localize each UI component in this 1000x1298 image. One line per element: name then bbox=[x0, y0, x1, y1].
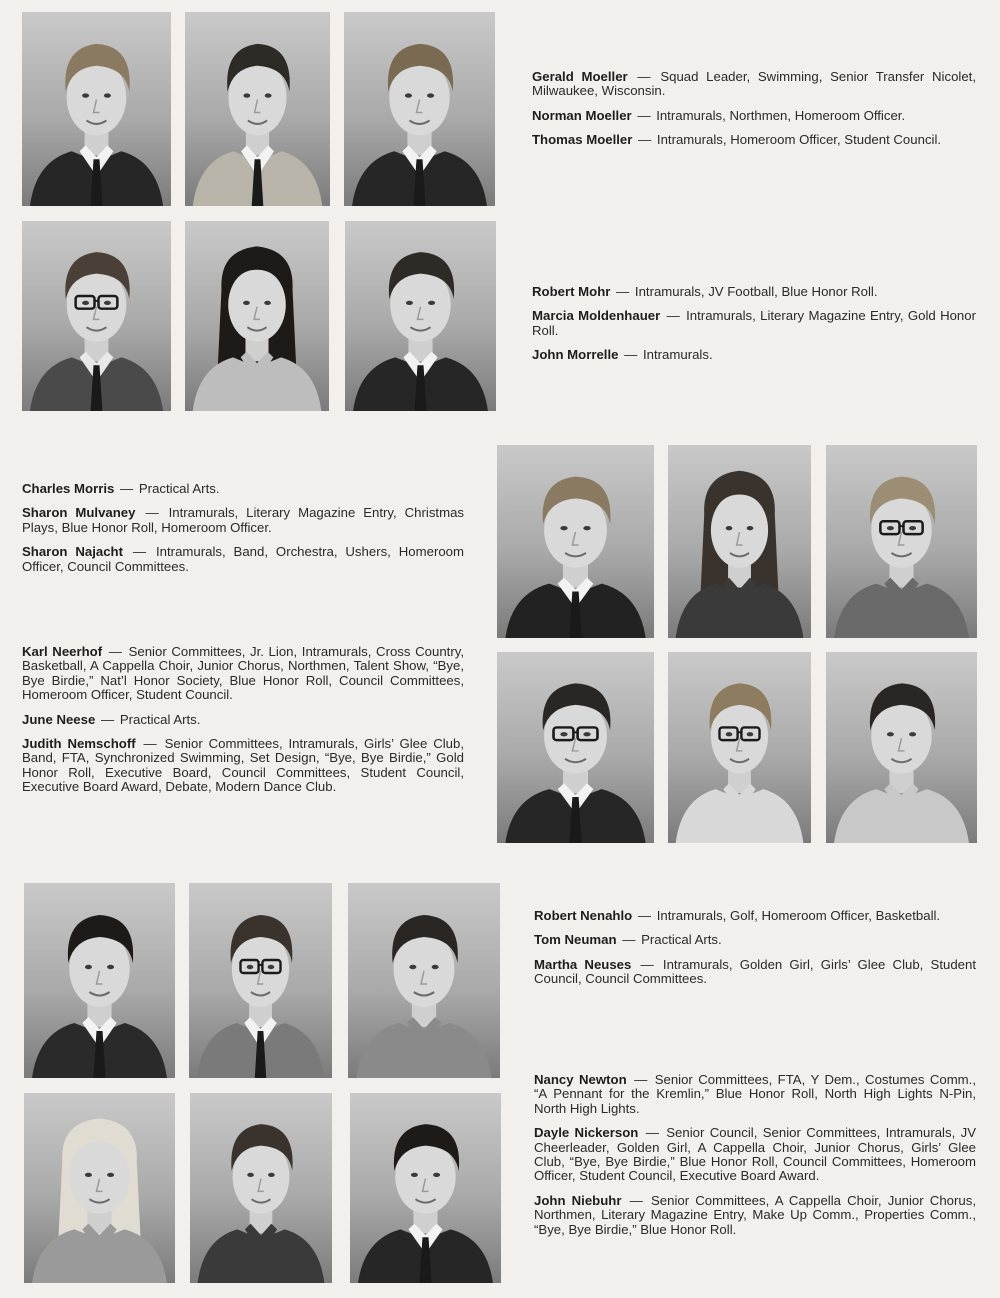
bio-entry: Gerald Moeller — Squad Leader, Swimming, Senior Transfer Nicolet, Milwaukee, Wisconsin. bbox=[532, 69, 976, 99]
eye-right bbox=[427, 93, 434, 97]
student-activities: Senior Committees, A Cappella Choir, Junior Chorus, Northmen, Literary Magazine Entry, Make Up Comm., Properties Comm., “Bye, Bye Birdie,” Blue Honor Roll. bbox=[534, 1192, 976, 1237]
portrait-nancy-newton bbox=[24, 1093, 175, 1283]
student-activities: Squad Leader, Swimming, Senior Transfer Nicolet, Milwaukee, Wisconsin. bbox=[532, 69, 976, 99]
student-activities: Intramurals, Homeroom Officer, Student Council. bbox=[656, 132, 942, 148]
student-activities: Senior Council, Senior Committees, Intramurals, JV Cheerleader, Golden Girl, A Cappella Choir, Junior Chorus, Girls’ Glee Club, “Bye, Bye Birdie,” Blue Honor Roll, Council Committees, Homeroom Officer, Student Council, Executive Board Award. bbox=[534, 1125, 976, 1184]
student-activities: Intramurals. bbox=[642, 347, 713, 363]
bio-entry: Charles Morris — Practical Arts. bbox=[22, 481, 220, 496]
eye-left bbox=[887, 526, 894, 530]
portrait-figure bbox=[497, 445, 654, 638]
portrait-martha-neuses bbox=[348, 883, 500, 1078]
portrait-charles-morris bbox=[497, 445, 654, 638]
student-name: Thomas Moeller bbox=[532, 132, 633, 148]
eye-left bbox=[82, 93, 89, 97]
eye-right bbox=[747, 732, 754, 736]
bio-entry: Judith Nemschoff — Senior Committees, Intramurals, Girls’ Glee Club, Band, FTA, Synchronized Swimming, Set Design, “Bye, Bye Birdie,” Gold Honor Roll, Executive Board, Council Committees, Student Council, Executive Board Award, Debate, Modern Dance Club. bbox=[22, 736, 465, 795]
eye-left bbox=[85, 1173, 92, 1177]
bio-entry: Martha Neuses — Intramurals, Golden Girl, Girls’ Glee Club, Student Council, Council Committees. bbox=[534, 956, 976, 987]
portrait-john-morrelle bbox=[345, 221, 496, 411]
bio-entry: John Morrelle — Intramurals. bbox=[532, 347, 713, 363]
bio-entry: Norman Moeller — Intramurals, Northmen, Homeroom Officer. bbox=[532, 107, 906, 123]
eye-right bbox=[107, 965, 114, 969]
portrait-karl-neerhof bbox=[497, 652, 654, 843]
eye-left bbox=[406, 301, 413, 305]
eye-left bbox=[82, 301, 89, 305]
bio-block-group5 bbox=[534, 909, 976, 997]
student-activities: Intramurals, Band, Orchestra, Ushers, Homeroom Officer, Council Committees. bbox=[22, 544, 464, 574]
portrait-john-niebuhr bbox=[350, 1093, 501, 1283]
eye-left bbox=[247, 1173, 254, 1177]
portrait-figure bbox=[348, 883, 500, 1078]
portrait-figure bbox=[189, 883, 332, 1078]
portrait-figure bbox=[826, 445, 977, 638]
eye-left bbox=[243, 301, 250, 305]
eye-left bbox=[887, 732, 894, 736]
portrait-norman-moeller bbox=[185, 12, 330, 206]
portrait-sharon-mulvaney bbox=[668, 445, 811, 638]
student-name: Sharon Mulvaney bbox=[22, 505, 136, 521]
student-activities: Intramurals, Northmen, Homeroom Officer. bbox=[656, 107, 906, 123]
portrait-figure bbox=[345, 221, 496, 411]
bio-entry: June Neese — Practical Arts. bbox=[22, 711, 201, 727]
portrait-figure bbox=[22, 12, 171, 206]
portrait-tom-neuman bbox=[189, 883, 332, 1078]
student-name: Sharon Najacht bbox=[22, 544, 123, 560]
portrait-sharon-najacht bbox=[826, 445, 977, 638]
student-activities: Senior Committees, FTA, Y Dem., Costumes Comm., “A Pennant for the Kremlin,” Blue Honor Roll, North High Lights N-Pin, North High Lights. bbox=[534, 1072, 976, 1116]
bio-entry: Robert Nenahlo — Intramurals, Golf, Homeroom Officer, Basketball. bbox=[534, 908, 941, 923]
bio-block-group4 bbox=[22, 645, 464, 805]
student-activities: Intramurals, Literary Magazine Entry, Gold Honor Roll. bbox=[532, 308, 976, 338]
bio-entry: Robert Mohr — Intramurals, JV Football, Blue Honor Roll. bbox=[532, 284, 878, 299]
portrait-figure bbox=[826, 652, 977, 843]
student-name: Robert Nenahlo bbox=[534, 908, 633, 923]
student-name: June Neese bbox=[22, 711, 96, 727]
student-name: Dayle Nickerson bbox=[534, 1125, 639, 1141]
student-activities: Practical Arts. bbox=[641, 932, 722, 948]
eye-right bbox=[268, 1173, 275, 1177]
portrait-gerald-moeller bbox=[22, 12, 171, 206]
portrait-dayle-nickerson bbox=[190, 1093, 332, 1283]
student-name: Robert Mohr bbox=[532, 284, 611, 299]
bio-block-group6 bbox=[534, 1073, 976, 1247]
bio-entry: Sharon Najacht — Intramurals, Band, Orchestra, Ushers, Homeroom Officer, Council Committees. bbox=[22, 544, 464, 574]
student-activities: Practical Arts. bbox=[119, 711, 201, 727]
portrait-figure bbox=[668, 445, 811, 638]
eye-left bbox=[405, 93, 412, 97]
student-name: John Niebuhr bbox=[534, 1192, 622, 1208]
portrait-marcia-moldenhauer bbox=[185, 221, 329, 411]
bio-entry: Tom Neuman — Practical Arts. bbox=[534, 932, 722, 948]
eye-right bbox=[104, 93, 111, 97]
eye-right bbox=[428, 301, 435, 305]
eye-left bbox=[85, 965, 92, 969]
eye-left bbox=[560, 526, 567, 530]
bio-entry: Thomas Moeller — Intramurals, Homeroom Officer, Student Council. bbox=[532, 132, 942, 148]
eye-left bbox=[726, 732, 733, 736]
eye-right bbox=[433, 1173, 440, 1177]
portrait-figure bbox=[24, 883, 175, 1078]
portrait-judith-nemschoff bbox=[826, 652, 977, 843]
student-name: John Morrelle bbox=[532, 347, 619, 363]
eye-right bbox=[909, 526, 916, 530]
portrait-figure bbox=[185, 12, 330, 206]
eye-right bbox=[107, 1173, 114, 1177]
bio-entry: Nancy Newton — Senior Committees, FTA, Y Dem., Costumes Comm., “A Pennant for the Kremlin,” Blue Honor Roll, North High Lights N-Pin, North High Lights. bbox=[534, 1072, 976, 1116]
eye-right bbox=[747, 526, 754, 530]
bio-block-group3 bbox=[22, 482, 464, 584]
bio-entry: Karl Neerhof — Senior Committees, Jr. Lion, Intramurals, Cross Country, Basketball, A Cappella Choir, Junior Chorus, Northmen, Talent Show, “Bye, Bye Birdie,” Nat’l Honor Society, Blue Honor Roll, Council Committees, Homeroom Officer, Student Council. bbox=[22, 644, 464, 703]
bio-entry: John Niebuhr — Senior Committees, A Cappella Choir, Junior Chorus, Northmen, Literary Magazine Entry, Make Up Comm., Properties Comm., “Bye, Bye Birdie,” Blue Honor Roll. bbox=[534, 1192, 976, 1237]
eye-left bbox=[411, 1173, 418, 1177]
portrait-figure bbox=[185, 221, 329, 411]
eye-right bbox=[432, 965, 439, 969]
student-name: Gerald Moeller bbox=[532, 69, 628, 84]
portrait-figure bbox=[350, 1093, 501, 1283]
eye-left bbox=[560, 732, 567, 736]
eye-right bbox=[909, 732, 916, 736]
portrait-figure bbox=[344, 12, 495, 206]
eye-left bbox=[243, 93, 250, 97]
eye-left bbox=[409, 965, 416, 969]
student-activities: Intramurals, Golf, Homeroom Officer, Basketball. bbox=[656, 908, 941, 923]
student-name: Martha Neuses bbox=[534, 956, 632, 972]
portrait-figure bbox=[24, 1093, 175, 1283]
portrait-thomas-moeller bbox=[344, 12, 495, 206]
portrait-robert-mohr bbox=[22, 221, 171, 411]
portrait-robert-nenahlo bbox=[24, 883, 175, 1078]
bio-block-group1 bbox=[532, 70, 976, 158]
portrait-figure bbox=[668, 652, 811, 843]
bio-block-group2 bbox=[532, 285, 976, 373]
eye-right bbox=[583, 732, 590, 736]
student-activities: Intramurals, Golden Girl, Girls’ Glee Club, Student Council, Council Committees. bbox=[534, 956, 976, 987]
eye-left bbox=[247, 965, 254, 969]
student-name: Charles Morris bbox=[22, 481, 115, 496]
eye-right bbox=[583, 526, 590, 530]
student-activities: Intramurals, JV Football, Blue Honor Roll. bbox=[634, 284, 878, 299]
student-name: Marcia Moldenhauer bbox=[532, 308, 661, 324]
student-name: Judith Nemschoff bbox=[22, 736, 136, 752]
eye-right bbox=[264, 301, 271, 305]
eye-right bbox=[265, 93, 272, 97]
student-activities: Senior Committees, Intramurals, Girls’ Glee Club, Band, FTA, Synchronized Swimming, Set Design, “Bye, Bye Birdie,” Gold Honor Roll, Executive Board, Council Committees, Student Council, Executive Board Award, Debate, Modern Dance Club. bbox=[22, 736, 465, 795]
student-activities: Intramurals, Literary Magazine Entry, Christmas Plays, Blue Honor Roll, Homeroom Officer. bbox=[22, 505, 464, 535]
eye-left bbox=[726, 526, 733, 530]
portrait-figure bbox=[22, 221, 171, 411]
portrait-figure bbox=[497, 652, 654, 843]
student-activities: Senior Committees, Jr. Lion, Intramurals, Cross Country, Basketball, A Cappella Choir, Junior Chorus, Northmen, Talent Show, “Bye, Bye Birdie,” Nat’l Honor Society, Blue Honor Roll, Council Committees, Homeroom Officer, Student Council. bbox=[22, 644, 464, 703]
bio-entry: Marcia Moldenhauer — Intramurals, Literary Magazine Entry, Gold Honor Roll. bbox=[532, 308, 976, 338]
student-activities: Practical Arts. bbox=[138, 481, 220, 496]
portrait-june-neese bbox=[668, 652, 811, 843]
eye-right bbox=[268, 965, 275, 969]
bio-entry: Sharon Mulvaney — Intramurals, Literary Magazine Entry, Christmas Plays, Blue Honor Roll, Homeroom Officer. bbox=[22, 505, 464, 535]
student-name: Karl Neerhof bbox=[22, 644, 103, 659]
portrait-figure bbox=[190, 1093, 332, 1283]
bio-entry: Dayle Nickerson — Senior Council, Senior Committees, Intramurals, JV Cheerleader, Golden Girl, A Cappella Choir, Junior Chorus, Girls’ Glee Club, “Bye, Bye Birdie,” Blue Honor Roll, Council Committees, Homeroom Officer, Student Council, Executive Board Award. bbox=[534, 1125, 976, 1184]
student-name: Nancy Newton bbox=[534, 1072, 627, 1087]
eye-right bbox=[104, 301, 111, 305]
student-name: Tom Neuman bbox=[534, 932, 617, 948]
student-name: Norman Moeller bbox=[532, 107, 632, 123]
